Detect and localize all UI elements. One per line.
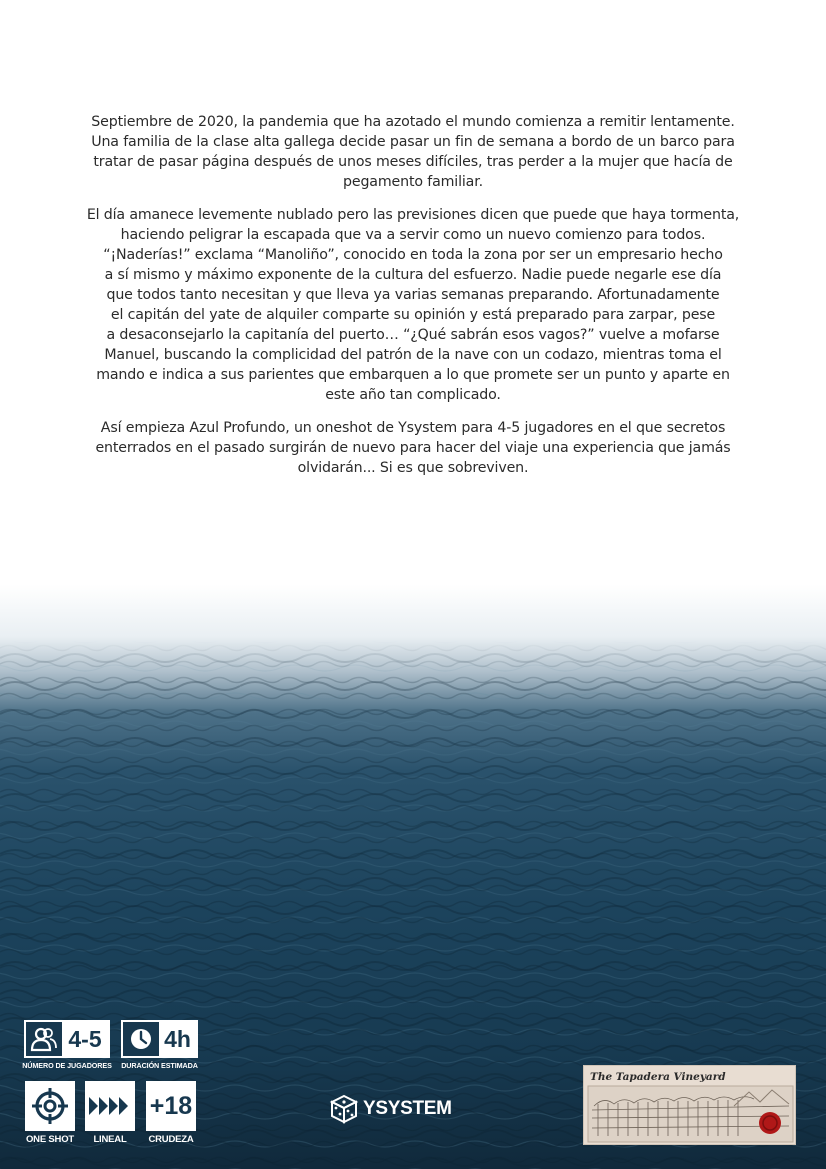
text-line: que todos tanto necesitan y que lleva ya varias semanas preparando. Afortunadamente [106, 287, 720, 303]
duration-value: 4h [159, 1022, 196, 1056]
text-line: a sí mismo y máximo exponente de la cultura del esfuerzo. Nadie puede negarle ese día [104, 267, 722, 283]
partner-name: The Tapadera Vineyard [590, 1071, 726, 1083]
players-badge [24, 1020, 110, 1070]
text-line: a desaconsejarlo la capitanía del puerto… “¿Qué sabrán esos vagos?” vuelve a mofarse [106, 327, 720, 343]
text-line: este año tan complicado. [325, 387, 501, 403]
text-line: Manuel, buscando la complicidad del patrón de la nave con un codazo, mientras toma el [104, 347, 722, 363]
publisher-name: YSYSTEM [363, 1098, 452, 1119]
duration-tile [121, 1020, 198, 1058]
text-line: “¡Naderías!” exclama “Manoliño”, conocido en toda la zona por ser un empresario hecho [103, 247, 723, 263]
target-icon [29, 1085, 71, 1127]
duration-badge [121, 1020, 198, 1070]
duration-label: DURACIÓN ESTIMADA [121, 1061, 198, 1070]
paragraph-1 [80, 112, 746, 192]
clock-icon [128, 1026, 154, 1052]
synopsis-text [80, 112, 746, 491]
rawness-value: +18 [149, 1091, 193, 1120]
arrows-icon [88, 1094, 132, 1118]
text-line: el capitán del yate de alquiler comparte su opinión y está preparado para zarpar, pese [110, 307, 716, 323]
players-icon [30, 1025, 58, 1053]
players-label: NÚMERO DE JUGADORES [22, 1061, 112, 1070]
text-line: haciendo peligrar la escapada que va a servir como un nuevo comienzo para todos. [120, 227, 706, 243]
paragraph-3 [80, 418, 746, 478]
rawness-label: CRUDEZA [148, 1134, 194, 1145]
paragraph-2 [80, 205, 746, 405]
linear-badge [85, 1081, 135, 1145]
oneshot-label: ONE SHOT [25, 1134, 74, 1145]
partner-logo [583, 1065, 796, 1145]
dice-icon [329, 1094, 359, 1124]
vineyard-illustration [584, 1066, 796, 1145]
text-line: enterrados en el pasado surgirán de nuevo para hacer del viaje una experiencia que jamás [95, 440, 731, 456]
oneshot-badge [24, 1081, 76, 1145]
text-line: Septiembre de 2020, la pandemia que ha azotado el mundo comienza a remitir lentamente. [91, 114, 735, 130]
text-line: Así empieza Azul Profundo, un oneshot de Ysystem para 4-5 jugadores en el que secretos [100, 420, 726, 436]
text-line: tratar de pasar página después de unos meses difíciles, tras perder a la mujer que hacía de [93, 154, 733, 170]
rawness-badge [145, 1081, 197, 1145]
players-tile [24, 1020, 110, 1058]
text-line: olvidarán... Si es que sobreviven. [297, 460, 529, 476]
publisher-logo [329, 1094, 452, 1124]
linear-label: LINEAL [93, 1134, 127, 1145]
text-line: El día amanece levemente nublado pero las previsiones dicen que puede que haya tormenta, [86, 207, 740, 223]
text-line: Una familia de la clase alta gallega decide pasar un fin de semana a bordo de un barco para [91, 134, 735, 150]
text-line: pegamento familiar. [343, 174, 483, 190]
players-value: 4-5 [62, 1022, 108, 1056]
text-line: mando e indica a sus parientes que embarquen a lo que promete ser un punto y aparte en [96, 367, 730, 383]
